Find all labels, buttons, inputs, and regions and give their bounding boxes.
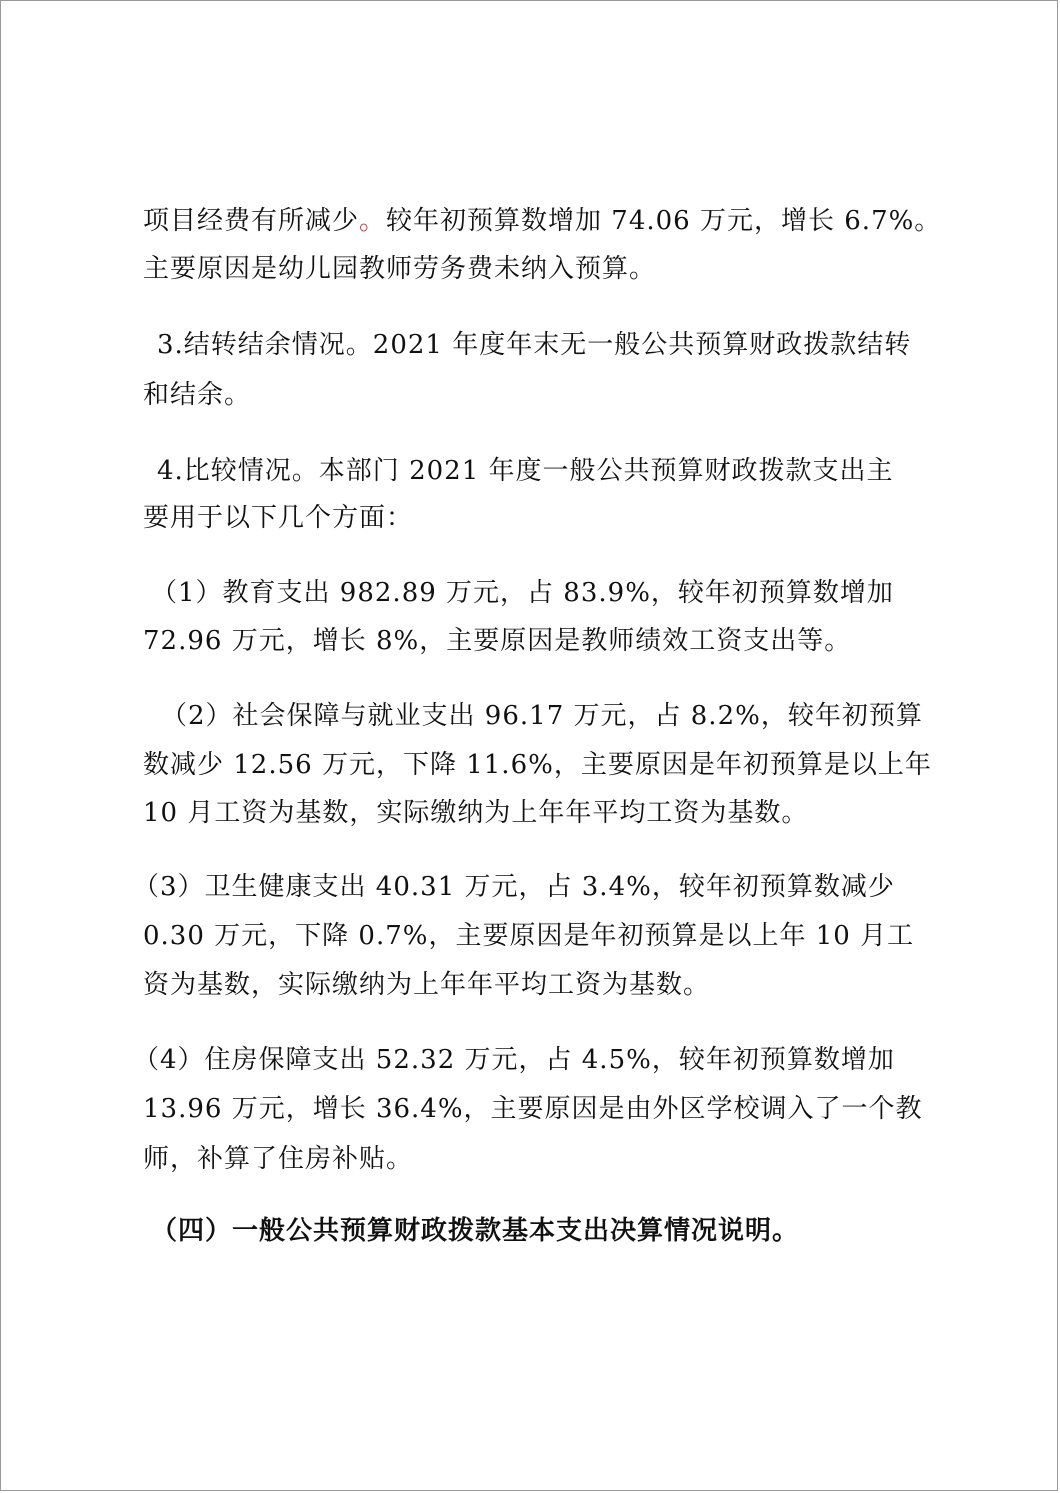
paragraph-4-line-2: 72.96 万元，增长 8%，主要原因是教师绩效工资支出等。 <box>143 626 852 656</box>
text-span: 较年初预算数增加 74.06 万元，增长 6.7%。 <box>386 206 942 236</box>
paragraph-7-line-1: （4）住房保障支出 52.32 万元，占 4.5%，较年初预算数增加 <box>133 1045 895 1075</box>
paragraph-2-line-1: 3.结转结余情况。2021 年度年末无一般公共预算财政拨款结转 <box>157 330 912 360</box>
red-punctuation-mark: 。 <box>359 206 387 236</box>
paragraph-7-line-3: 师，补算了住房补贴。 <box>143 1144 414 1174</box>
paragraph-6-line-1: （3）卫生健康支出 40.31 万元，占 3.4%，较年初预算数减少 <box>133 872 895 902</box>
text-span: 项目经费有所减少 <box>143 206 360 236</box>
paragraph-6-line-3: 资为基数，实际缴纳为上年年平均工资为基数。 <box>143 970 711 1000</box>
paragraph-3-line-2: 要用于以下几个方面： <box>143 503 414 533</box>
paragraph-5-line-1: （2）社会保障与就业支出 96.17 万元，占 8.2%，较年初预算 <box>161 701 923 731</box>
paragraph-5-line-2: 数减少 12.56 万元，下降 11.6%，主要原因是年初预算是以上年 <box>143 750 932 780</box>
paragraph-1-line-2: 主要原因是幼儿园教师劳务费未纳入预算。 <box>143 254 657 284</box>
paragraph-1-line-1 <box>143 201 963 241</box>
paragraph-5-line-3: 10 月工资为基数，实际缴纳为上年年平均工资为基数。 <box>143 798 809 828</box>
paragraph-4-line-1: （1）教育支出 982.89 万元，占 83.9%，较年初预算数增加 <box>151 578 894 608</box>
paragraph-6-line-2: 0.30 万元，下降 0.7%，主要原因是年初预算是以上年 10 月工 <box>143 921 915 951</box>
paragraph-2-line-2: 和结余。 <box>143 380 252 410</box>
section-heading: （四）一般公共预算财政拨款基本支出决算情况说明。 <box>151 1216 800 1246</box>
paragraph-3-line-1: 4.比较情况。本部门 2021 年度一般公共预算财政拨款支出主 <box>157 456 894 486</box>
paragraph-7-line-2: 13.96 万元，增长 36.4%，主要原因是由外区学校调入了一个教 <box>143 1094 923 1124</box>
